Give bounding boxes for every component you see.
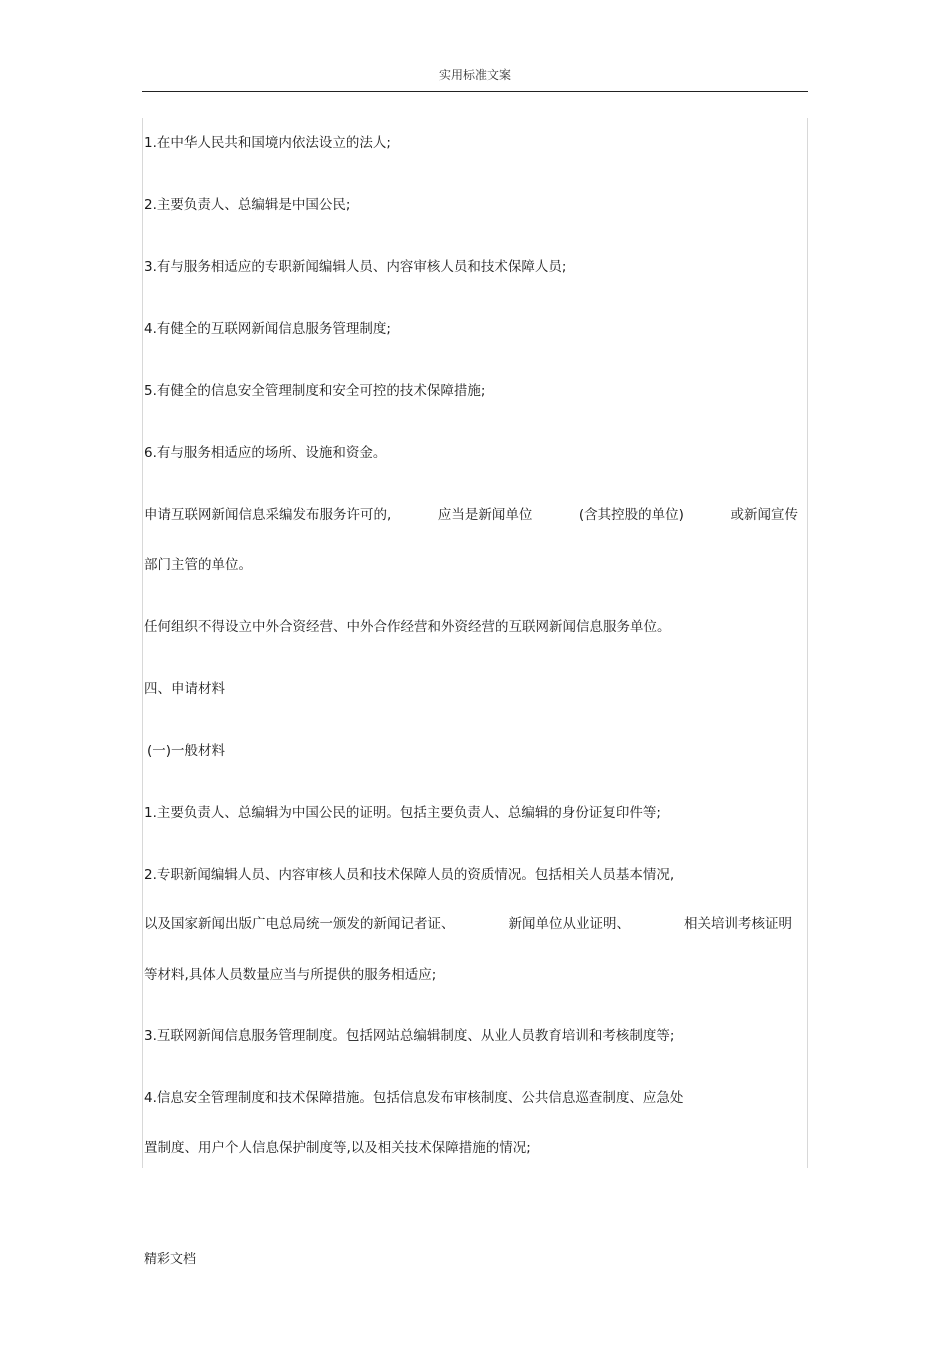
subsection-heading: (一)一般材料 [147, 743, 226, 759]
paragraph-line: 等材料,具体人员数量应当与所提供的服务相适应; [144, 967, 437, 983]
paragraph-line: 2.主要负责人、总编辑是中国公民; [144, 197, 351, 213]
paragraph-line-justified [144, 915, 792, 933]
text-segment: 以及国家新闻出版广电总局统一颁发的新闻记者证、 [144, 916, 455, 932]
paragraph-line: 4.有健全的互联网新闻信息服务管理制度; [144, 321, 391, 337]
text-segment: 相关培训考核证明 [684, 916, 792, 932]
text-segment: (含其控股的单位) [578, 507, 684, 523]
paragraph-line: 任何组织不得设立中外合资经营、中外合作经营和外资经营的互联网新闻信息服务单位。 [144, 619, 671, 635]
paragraph-line-justified [144, 506, 798, 524]
paragraph-line: 3.互联网新闻信息服务管理制度。包括网站总编辑制度、从业人员教育培训和考核制度等; [144, 1028, 675, 1044]
header-divider [142, 91, 808, 92]
paragraph-line: 2.专职新闻编辑人员、内容审核人员和技术保障人员的资质情况。包括相关人员基本情况, [144, 867, 675, 883]
section-heading: 四、申请材料 [144, 681, 225, 697]
content-frame-left-border [142, 118, 143, 1168]
paragraph-line: 1.在中华人民共和国境内依法设立的法人; [144, 135, 391, 151]
text-segment: 或新闻宣传 [730, 507, 798, 523]
text-segment: 申请互联网新闻信息采编发布服务许可的, [144, 507, 392, 523]
paragraph-line: 5.有健全的信息安全管理制度和安全可控的技术保障措施; [144, 383, 486, 399]
page-footer: 精彩文档 [144, 1252, 197, 1267]
paragraph-line: 1.主要负责人、总编辑为中国公民的证明。包括主要负责人、总编辑的身份证复印件等; [144, 805, 661, 821]
text-segment: 新闻单位从业证明、 [508, 916, 630, 932]
paragraph-line: 置制度、用户个人信息保护制度等,以及相关技术保障措施的情况; [144, 1140, 531, 1156]
content-frame-right-border [807, 118, 808, 1168]
paragraph-line: 6.有与服务相适应的场所、设施和资金。 [144, 445, 387, 461]
paragraph-line: 3.有与服务相适应的专职新闻编辑人员、内容审核人员和技术保障人员; [144, 259, 567, 275]
page-header-title: 实用标准文案 [438, 68, 511, 82]
paragraph-line: 部门主管的单位。 [144, 557, 252, 573]
text-segment: 应当是新闻单位 [437, 507, 533, 523]
paragraph-line: 4.信息安全管理制度和技术保障措施。包括信息发布审核制度、公共信息巡查制度、应急处 [144, 1090, 684, 1106]
